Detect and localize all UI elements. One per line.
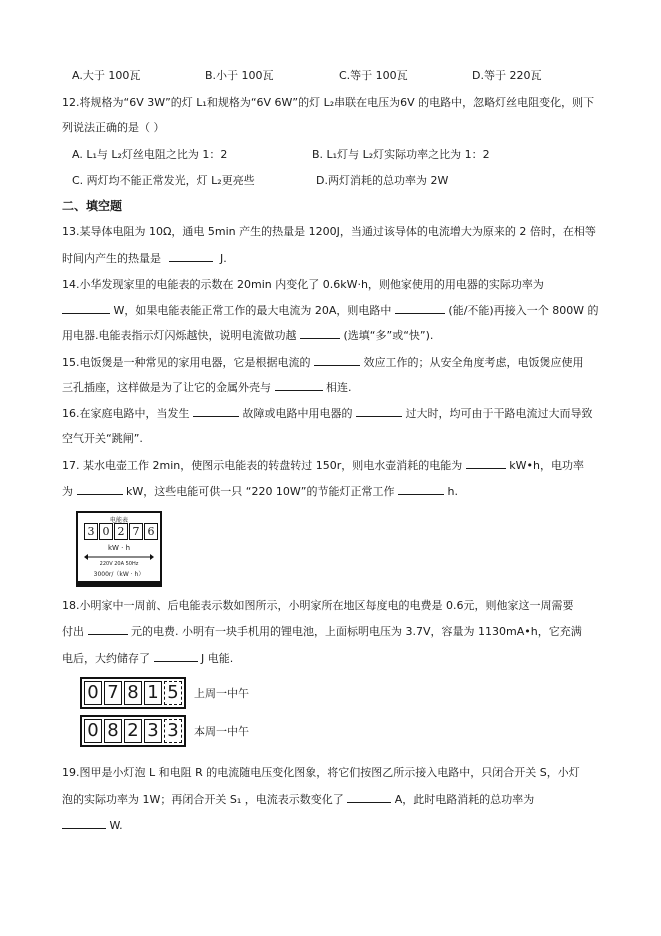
energy-meter-figure (76, 511, 162, 583)
q13-line2 (62, 250, 227, 267)
q18-text-a: 付出 (62, 625, 84, 638)
q17-line1 (62, 457, 584, 474)
q16-text-b: 故障或电路中用电器的 (242, 407, 353, 420)
meter-reading-box (80, 677, 186, 709)
meter-digit: 0 (84, 719, 102, 743)
q18-line1: 18.小明家中一周前、后电能表示数如图所示，小明家所在地区每度电的电费是 0.6元，则他家这一周需要 (62, 599, 574, 612)
q18-line3 (62, 650, 233, 667)
q13-line1: 13.某导体电阻为 10Ω，通电 5min 产生的热量是 1200J，当通过该导体的电流增大为原来的 2 倍时，在相等 (62, 225, 596, 238)
section-title: 二、填空题 (62, 199, 123, 213)
q16-line2: 空气开关“跳闸”. (62, 432, 143, 445)
q12-option-c: C. 两灯均不能正常发光，灯 L₂更亮些 (72, 174, 255, 187)
q17-text-d: kW，这些电能可供一只 “220 10W”的节能灯正常工作 (126, 485, 395, 498)
meter-rev-constant: 3000r/（kW · h） (93, 571, 145, 578)
meter-digits (84, 523, 159, 540)
q14-text-e: (选填“多”或“快”). (343, 329, 434, 342)
meter-digit: 3 (144, 719, 162, 743)
q13-text-b: J. (220, 252, 227, 265)
q19-text-b: A，此时电路消耗的总功率为 (394, 793, 535, 806)
q16-blank-fault[interactable] (193, 405, 239, 417)
q17-text-b: kW•h，电功率 (509, 459, 584, 472)
q19-line3 (62, 817, 123, 834)
meter-digit: 3 (84, 523, 98, 540)
q15-text-b: 效应工作的；从安全角度考虑，电饭煲应使用 (363, 356, 584, 369)
q19-text-c: W. (109, 819, 123, 832)
q14-text-b: W，如果电能表能正常工作的最大电流为 20A，则电路中 (113, 304, 392, 317)
q11-option-a: A.大于 100瓦 (72, 69, 141, 82)
meter-spec: 220V 20A 50Hz (99, 561, 139, 567)
meter-digit: 8 (124, 681, 142, 705)
q18-text-d: J 电能. (201, 652, 234, 665)
q14-text-d: 用电器.电能表指示灯闪烁越快，说明电流做功越 (62, 329, 297, 342)
q14-line3 (62, 327, 433, 344)
q12-option-a: A. L₁与 L₂灯丝电阻之比为 1：2 (72, 148, 228, 161)
q17-blank-energy[interactable] (466, 457, 506, 469)
meter-reading-this-week (80, 715, 249, 747)
q11-option-c: C.等于 100瓦 (339, 69, 408, 82)
q14-line1: 14.小华发现家里的电能表的示数在 20min 内变化了 0.6kW·h，则他家使用的用电器的实际功率为 (62, 278, 544, 291)
meter-reading-label: 本周一中午 (194, 725, 249, 738)
meter-digit: 2 (114, 523, 128, 540)
meter-digit: 6 (144, 523, 158, 540)
q11-option-b: B.小于 100瓦 (205, 69, 274, 82)
q14-blank-can[interactable] (395, 302, 445, 314)
q15-line1 (62, 354, 584, 371)
q14-text-c: (能/不能)再接入一个 800W 的 (448, 304, 599, 317)
q19-blank-power[interactable] (62, 817, 106, 829)
q11-option-d: D.等于 220瓦 (472, 69, 542, 82)
meter-digit: 0 (99, 523, 113, 540)
q18-text-b: 元的电费. 小明有一块手机用的锂电池，上面标明电压为 3.7V，容量为 1130mA•h，它充满 (131, 625, 582, 638)
q15-text-a: 15.电饭煲是一种常见的家用电器，它是根据电流的 (62, 356, 311, 369)
meter-digit: 0 (84, 681, 102, 705)
q16-line1 (62, 405, 593, 422)
meter-unit: kW · h (107, 544, 131, 552)
q12-option-d: D.两灯消耗的总功率为 2W (316, 174, 449, 187)
q19-blank-current[interactable] (347, 791, 391, 803)
q17-text-c: 为 (62, 485, 73, 498)
q18-blank-cost[interactable] (88, 623, 128, 635)
q13-text-a: 时间内产生的热量是 (62, 252, 161, 265)
meter-reading-box (80, 715, 186, 747)
meter-digit: 8 (104, 719, 122, 743)
q15-text-c: 三孔插座，这样做是为了让它的金属外壳与 (62, 381, 271, 394)
meter-decimal-digit: 5 (164, 681, 182, 705)
meter-digit: 2 (124, 719, 142, 743)
q19-line1: 19.图甲是小灯泡 L 和电阻 R 的电流随电压变化图象，将它们按图乙所示接入电路中，只闭合开关 S，小灯 (62, 766, 580, 779)
q18-blank-energy[interactable] (154, 650, 198, 662)
q17-blank-power[interactable] (77, 483, 123, 495)
q14-blank-power[interactable] (62, 302, 110, 314)
q16-text-a: 16.在家庭电路中，当发生 (62, 407, 190, 420)
q15-text-d: 相连. (326, 381, 352, 394)
meter-dial-arrow-icon (84, 553, 154, 561)
q17-text-e: h. (447, 485, 458, 498)
q17-line2 (62, 483, 458, 500)
q13-answer-blank[interactable] (169, 250, 213, 262)
q16-blank-overload[interactable] (356, 405, 402, 417)
q17-blank-time[interactable] (398, 483, 444, 495)
q15-line2 (62, 379, 352, 396)
meter-title: 电能表 (109, 517, 128, 524)
meter-digit: 1 (144, 681, 162, 705)
meter-digit: 7 (129, 523, 143, 540)
meter-reading-label: 上周一中午 (194, 687, 249, 700)
q12-stem-line2: 列说法正确的是（ ） (62, 121, 165, 134)
q12-stem-line1: 12.将规格为“6V 3W”的灯 L₁和规格为“6V 6W”的灯 L₂串联在电压为6V 的电路中，忽略灯丝电阻变化，则下 (62, 96, 595, 109)
q14-line2 (62, 302, 599, 319)
q12-option-b: B. L₁灯与 L₂灯实际功率之比为 1：2 (312, 148, 490, 161)
q16-text-c: 过大时，均可由于干路电流过大而导致 (405, 407, 593, 420)
q18-text-c: 电后，大约储存了 (62, 652, 150, 665)
q15-blank-connect[interactable] (275, 379, 323, 391)
meter-digit: 7 (104, 681, 122, 705)
q14-blank-flash[interactable] (300, 327, 340, 339)
q17-text-a: 17. 某水电壶工作 2min，使图示电能表的转盘转过 150r，则电水壶消耗的电能为 (62, 459, 463, 472)
q19-text-a: 泡的实际功率为 1W；再闭合开关 S₁ ，电流表示数变化了 (62, 793, 344, 806)
q19-line2 (62, 791, 534, 808)
meter-base (76, 582, 162, 587)
meter-reading-last-week (80, 677, 249, 709)
q15-blank-effect[interactable] (314, 354, 360, 366)
meter-decimal-digit: 3 (164, 719, 182, 743)
q18-line2 (62, 623, 582, 640)
